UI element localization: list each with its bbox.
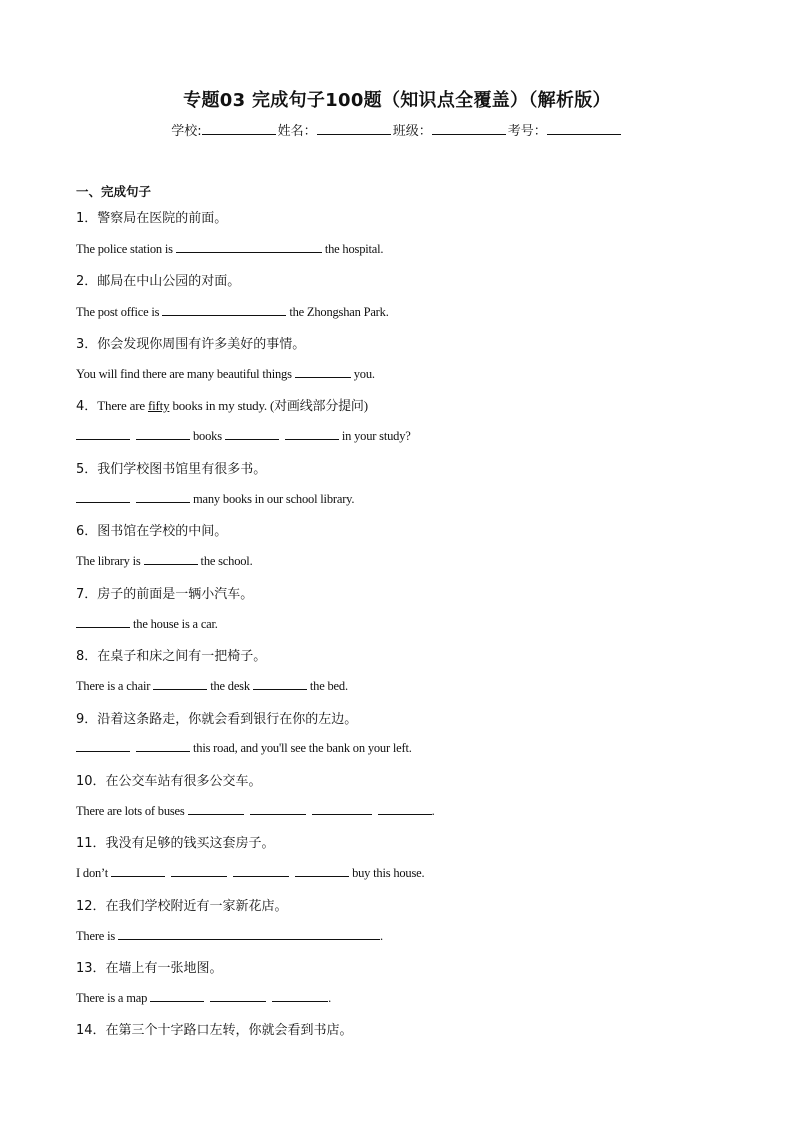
answer-blank[interactable] [144, 552, 198, 565]
answer-text: the Zhongshan Park. [289, 305, 389, 319]
question-chinese: 在我们学校附近有一家新花店。 [105, 899, 288, 914]
name-label: 姓名： [277, 124, 317, 139]
question-chinese: 邮局在中山公园的对面。 [97, 274, 241, 289]
question-text: books in my study. (对画线部分提问) [172, 398, 368, 413]
answer-blank[interactable] [76, 490, 130, 503]
answer-line [76, 427, 411, 444]
question-number: 4． [76, 399, 98, 414]
answer-line [76, 927, 383, 944]
question-number: 13． [76, 961, 106, 976]
question-prompt [76, 520, 227, 539]
exam-no-label: 考号： [507, 124, 547, 139]
question-number: 2． [76, 274, 98, 289]
question-prompt [76, 832, 275, 851]
question-number: 7． [76, 587, 98, 602]
answer-blank[interactable] [295, 864, 349, 877]
question-text: There are [97, 398, 145, 413]
class-blank[interactable] [432, 122, 506, 135]
answer-blank[interactable] [171, 864, 227, 877]
question-chinese: 你会发现你周围有许多美好的事情。 [97, 337, 306, 352]
question-number: 6． [76, 524, 98, 539]
question-chinese: 在墙上有一张地图。 [105, 961, 223, 976]
answer-blank[interactable] [136, 490, 190, 503]
answer-line [76, 615, 218, 632]
question-prompt [76, 645, 266, 664]
answer-text: The police station is [76, 242, 173, 256]
answer-blank[interactable] [136, 739, 190, 752]
answer-text: buy this house. [352, 866, 425, 880]
answer-line [76, 552, 253, 569]
question-prompt [76, 458, 266, 477]
question-chinese: 在桌子和床之间有一把椅子。 [97, 649, 267, 664]
answer-blank[interactable] [111, 864, 165, 877]
answer-line [76, 490, 354, 507]
school-blank[interactable] [202, 122, 276, 135]
question-number: 14． [76, 1023, 106, 1038]
question-number: 12． [76, 899, 106, 914]
answer-line [76, 739, 412, 756]
question-prompt [76, 770, 262, 789]
answer-text: the bed. [309, 679, 348, 693]
school-label: 学校: [171, 124, 202, 139]
name-blank[interactable] [317, 122, 391, 135]
answer-text: . [328, 991, 332, 1005]
answer-blank[interactable] [250, 802, 306, 815]
answer-blank[interactable] [176, 240, 322, 253]
question-chinese: 房子的前面是一辆小汽车。 [97, 587, 254, 602]
underlined-word: fifty [147, 398, 170, 413]
answer-line [76, 240, 383, 257]
question-prompt [76, 1019, 353, 1038]
answer-text: . [431, 804, 435, 818]
section-heading: 一、完成句子 [76, 184, 152, 199]
answer-text: The library is [76, 554, 141, 568]
answer-blank[interactable] [76, 739, 130, 752]
question-prompt [76, 270, 240, 289]
answer-blank[interactable] [118, 927, 380, 940]
question-prompt [76, 895, 288, 914]
question-number: 9． [76, 712, 98, 727]
answer-text: in your study? [341, 429, 411, 443]
question-number: 5． [76, 462, 98, 477]
answer-blank[interactable] [136, 427, 190, 440]
student-info-line [0, 120, 794, 139]
answer-blank[interactable] [312, 802, 372, 815]
answer-text: I don’t [76, 866, 109, 880]
answer-blank[interactable] [210, 989, 266, 1002]
answer-text: the hospital. [324, 242, 384, 256]
answer-text: this road, and you'll see the bank on your left. [193, 741, 412, 755]
answer-text: you. [353, 367, 375, 381]
answer-blank[interactable] [188, 802, 244, 815]
question-number: 11． [76, 836, 106, 851]
question-chinese: 在第三个十字路口左转，你就会看到书店。 [105, 1023, 353, 1038]
question-prompt [76, 957, 223, 976]
answer-text: the house is a car. [133, 617, 218, 631]
answer-blank[interactable] [285, 427, 339, 440]
answer-text: the desk [210, 679, 250, 693]
question-chinese: 我没有足够的钱买这套房子。 [105, 836, 275, 851]
answer-text: the school. [200, 554, 253, 568]
answer-text: many books in our school library. [193, 492, 355, 506]
answer-blank[interactable] [76, 615, 130, 628]
answer-blank[interactable] [272, 989, 328, 1002]
answer-line [76, 802, 435, 819]
question-prompt [76, 395, 368, 414]
answer-text: You will find there are many beautiful things [76, 367, 292, 381]
question-chinese: 在公交车站有很多公交车。 [105, 774, 262, 789]
answer-blank[interactable] [378, 802, 432, 815]
answer-text: There is [76, 929, 116, 943]
question-number: 1． [76, 211, 98, 226]
question-prompt [76, 207, 227, 226]
question-chinese: 我们学校图书馆里有很多书。 [97, 462, 267, 477]
question-chinese: 图书馆在学校的中间。 [97, 524, 228, 539]
answer-line [76, 303, 389, 320]
answer-text: There are lots of buses [76, 804, 185, 818]
question-number: 3． [76, 337, 98, 352]
answer-text: The post office is [76, 305, 160, 319]
answer-line [76, 989, 331, 1006]
answer-text: There is a map [76, 991, 148, 1005]
answer-text: books [193, 429, 222, 443]
answer-line [76, 677, 348, 694]
answer-text: There is a chair [76, 679, 151, 693]
exam-no-blank[interactable] [547, 122, 621, 135]
answer-blank[interactable] [253, 677, 307, 690]
question-prompt [76, 333, 305, 352]
question-chinese: 沿着这条路走，你就会看到银行在你的左边。 [97, 712, 358, 727]
answer-line [76, 864, 424, 881]
answer-blank[interactable] [233, 864, 289, 877]
page-title: 专题03 完成句子100题（知识点全覆盖）（解析版） [183, 90, 611, 111]
answer-blank[interactable] [162, 303, 286, 316]
question-prompt [76, 583, 253, 602]
question-number: 10． [76, 774, 106, 789]
answer-text: . [380, 929, 383, 943]
answer-blank[interactable] [225, 427, 279, 440]
answer-blank[interactable] [295, 365, 351, 378]
answer-blank[interactable] [76, 427, 130, 440]
question-chinese: 警察局在医院的前面。 [97, 211, 228, 226]
answer-blank[interactable] [150, 989, 204, 1002]
class-label: 班级： [392, 124, 432, 139]
answer-line [76, 365, 375, 382]
question-prompt [76, 708, 357, 727]
answer-blank[interactable] [153, 677, 207, 690]
question-number: 8． [76, 649, 98, 664]
